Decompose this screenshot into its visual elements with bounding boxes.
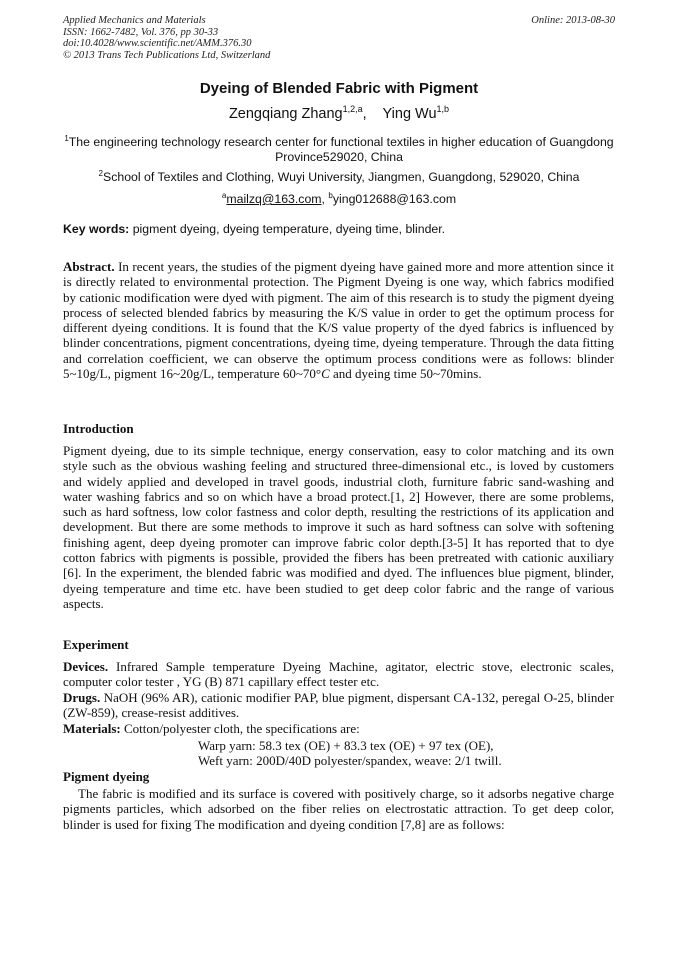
author-2: Ying Wu: [382, 105, 437, 122]
abstract-unit: C: [321, 366, 330, 382]
experiment-heading: Experiment: [63, 637, 129, 652]
email-2-mark: b: [328, 191, 333, 200]
email-separator: ,: [321, 192, 329, 207]
devices-label: Devices.: [63, 659, 109, 674]
drugs-paragraph: [63, 690, 614, 721]
materials-label: Materials:: [63, 721, 121, 736]
affiliation-1-text: The engineering technology research center for functional textiles in higher education of Guangdong Province529020, China: [68, 135, 614, 165]
online-date: Online: 2013-08-30: [531, 15, 615, 26]
affiliation-2-text: School of Textiles and Clothing, Wuyi University, Jiangmen, Guangdong, 529020, China: [103, 170, 580, 185]
email-1-link[interactable]: mailzq@163.com: [226, 192, 322, 207]
journal-name: Applied Mechanics and Materials: [63, 15, 206, 26]
introduction-paragraph: Pigment dyeing, due to its simple technique, energy conservation, easy to color matching and its own style such as the obvious washing feeling and structured three-dimensional etc., is loved by customers and widely applied and developed in travel goods, industrial cloth, furniture fabric sand-washing and water washing fabrics and so on which have a broad protect.[1, 2] However, there are some problems, such as hard softness, low color fastness and color depth, resulting the restrictions of its application and development. But there are some methods to improve it such as hard softness can solve with softening finishing agent, deep dyeing promoter can improve fabric color depth.[3-5] It has reported that to dye cotton fabrics with pigments is possible, provided the fibers has been pretreated with cationic auxiliary [6]. In the experiment, the blended fabric was modified and dyed. The influences blue pigment, blinder, dyeing temperature and time etc. have been studied to get deep color fabric and the range of various aspects.: [63, 443, 614, 611]
author-2-affil: 1,b: [436, 104, 450, 114]
drugs-label: Drugs.: [63, 690, 101, 705]
affiliation-2-mark: 2: [98, 169, 103, 178]
author-line: Zengqiang Zhang$^{1,2,a}$, Ying Wu$^{1,b}$: [228, 104, 450, 122]
abstract-label: Abstract.: [63, 259, 115, 274]
affiliation-1: [63, 131, 615, 165]
email-1-mark: a: [221, 191, 227, 200]
abstract-paragraph: [63, 259, 614, 381]
author-1-affil: 1,2,a: [342, 104, 363, 114]
materials-paragraph: [63, 721, 614, 736]
abstract-text: In recent years, the studies of the pigment dyeing have gained more and more attention since it is directly related to environmental protection. The Pigment Dyeing is one way, which fabrics modified by cationic modification were dyed with pigment. The aim of this research is to study the pigment dyeing process of selected blended fabrics by measuring the K/S value in order to get the optimum process for different dyeing conditions. It is found that the K/S value property of the dyed fabrics is influenced by blinder concentrations, pigment concentrations, dyeing time, dyeing temperature. Through the data fitting and correlation coefficient, we can observe the optimum process conditions were as follows: blinder 5~10g/L, pigment 16~20g/L, temperature 60~70°: [63, 259, 614, 382]
copyright-line: © 2013 Trans Tech Publications Ltd, Switzerland: [63, 49, 271, 61]
email-line: [63, 188, 615, 207]
email-2: ying012688@163.com: [332, 192, 457, 207]
keywords-label: Key words:: [63, 222, 130, 236]
weft-yarn-spec: Weft yarn: 200D/40D polyester/spandex, weave: 2/1 twill.: [198, 753, 502, 768]
journal-header: [63, 15, 615, 61]
drugs-text: NaOH (96% AR), cationic modifier PAP, blue pigment, dispersant CA-132, peregal O-25, blinder (ZW-859), crease-resist additives.: [63, 690, 614, 721]
issn-line: ISSN: 1662-7482, Vol. 376, pp 30-33: [63, 26, 219, 38]
keywords: [63, 222, 615, 236]
pigment-dyeing-heading: Pigment dyeing: [63, 769, 150, 784]
warp-yarn-spec: Warp yarn: 58.3 tex (OE) + 83.3 tex (OE) + 97 tex (OE),: [198, 738, 494, 753]
devices-paragraph: [63, 659, 614, 690]
introduction-heading: Introduction: [63, 421, 134, 436]
devices-text: Infrared Sample temperature Dyeing Machine, agitator, electric stove, electronic scales, computer color tester , YG (B) 871 capillary effect tester etc.: [63, 659, 614, 690]
pigment-dyeing-paragraph: The fabric is modified and its surface is covered with positively charge, so it adsorbs negative charge pigments particles, which adsorbed on the fiber relies on electrostatic attraction. To get deep color, blinder is used for fixing The modification and dyeing condition [7,8] are as follows:: [63, 786, 614, 832]
abstract-tail: and dyeing time 50~70mins.: [329, 366, 482, 382]
affiliation-2: [63, 166, 615, 185]
materials-text: Cotton/polyester cloth, the specifications are:: [120, 721, 360, 736]
keywords-text: pigment dyeing, dyeing temperature, dyeing time, blinder.: [129, 222, 446, 236]
paper-title: Dyeing of Blended Fabric with Pigment: [199, 80, 479, 97]
doi-line: doi:10.4028/www.scientific.net/AMM.376.30: [63, 38, 252, 50]
author-1: Zengqiang Zhang: [228, 105, 343, 122]
affiliation-1-mark: 1: [64, 134, 69, 143]
